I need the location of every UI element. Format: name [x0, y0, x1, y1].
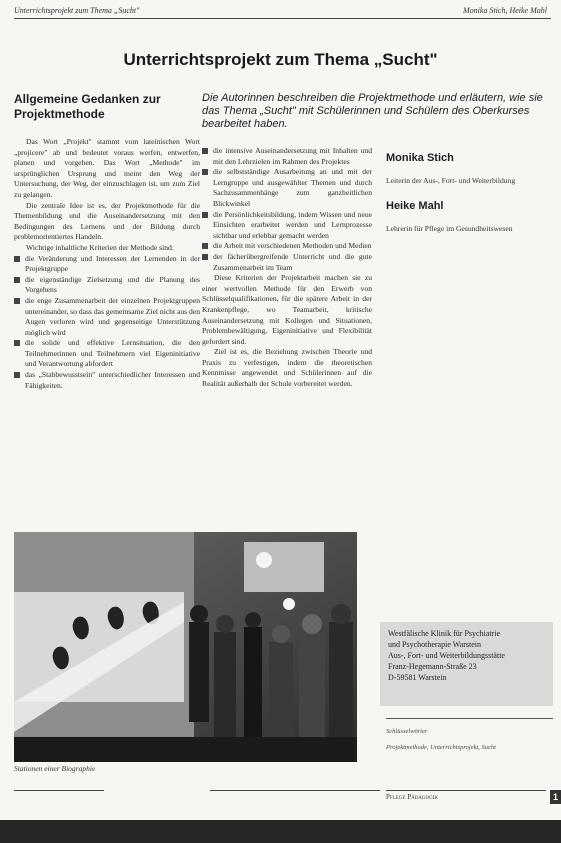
address-line: und Psychotherapie Warstein: [388, 640, 481, 649]
paragraph: Ziel ist es, die Beziehung zwischen Theorie und Praxis zu verfestigen, indem die theoretischen Kenntnisse angewendet und Schülerinnen auf die Realität außerhalb der Schule vorbereitet werden.: [202, 347, 372, 389]
address-line: Westfälische Klinik für Psychiatrie: [388, 629, 500, 638]
list-item: die enge Zusammenarbeit der einzelnen Projektgruppen untereinander, so dass das gemeinsame Ziel nicht aus den Augen verloren wird und gegenseitige Unterstützung möglich wird: [14, 296, 200, 338]
square-bullet-icon: [202, 148, 208, 154]
list-item: die selbstständige Ausarbeitung an und mit der Lerngruppe und ausgewählter Themen und durch Sachzusammenhänge zum ganzheitlichen Blickwinkel: [202, 167, 372, 209]
list-item: die eigenständige Zielsetzung und die Planung des Vorgehens: [14, 275, 200, 296]
paragraph: Wichtige inhaltliche Kriterien der Methode sind:: [26, 242, 174, 252]
square-bullet-icon: [14, 256, 20, 262]
square-bullet-icon: [202, 212, 208, 218]
list-item: das „Stabbewusstsein" unterschiedlicher Interessen und Fähigkeiten.: [14, 370, 200, 391]
list-item: der fächerübergreifende Unterricht und die gute Zusammenarbeit im Team: [202, 252, 372, 273]
square-bullet-icon: [14, 277, 20, 283]
running-header-right: Monika Stich, Heike Mahl: [463, 6, 547, 15]
list-item: die Veränderung und Interessen der Lernenden in der Projektgruppe: [14, 254, 200, 275]
author-name-2: Heike Mahl: [386, 200, 444, 212]
paragraph: Diese Kriterien der Projektarbeit machen sie zu einer wertvollen Methode für den Erwerb von Schlüsselqualifikationen, für die spätere Arbeit in der Krankenpflege, wo Teamarbeit, kritische Auseinandersetzung mit Kollegen und Situationen, Problembewältigung, Eigeninitiative und Flexibilität gefordert sind.: [202, 273, 372, 346]
top-rule: [14, 18, 551, 19]
keywords-text: Projektmethode, Unterrichtsprojekt, Sucht: [386, 744, 496, 751]
photo-exhibition: [14, 532, 357, 762]
section-heading: Allgemeine Gedanken zur Projektmethode: [14, 92, 161, 121]
column-1: [14, 137, 200, 391]
square-bullet-icon: [202, 254, 208, 260]
square-bullet-icon: [202, 169, 208, 175]
criteria-list: [14, 254, 200, 392]
square-bullet-icon: [14, 298, 20, 304]
photo-caption: Stationen einer Biographie: [14, 764, 96, 773]
lead-text: Die Autorinnen beschreiben die Projektmethode und erläutern, wie sie das Thema „Sucht" mit Schülerinnen und Schülern des Oberkurses bearbeitet haben.: [202, 92, 543, 130]
author-role-2: Lehrerin für Pflege im Gesundheitswesen: [386, 224, 513, 233]
list-item: die Persönlichkeitsbildung, indem Wissen und neue Einsichten erarbeitet werden und Lernprozesse sichtbar und erlebbar gemacht werden: [202, 210, 372, 242]
paragraph: Die zentrale Idee ist es, der Projektmethode für die Themenbildung und die Auseinandersetzung mit den Bedingungen des Lernens und der Bildung durch problemorientiertes Handeln.: [14, 200, 200, 242]
square-bullet-icon: [202, 243, 208, 249]
bottom-rule-left: [14, 790, 104, 791]
keywords-label: Schlüsselwörter: [386, 728, 428, 735]
address-line: Franz-Hegemann-Straße 23: [388, 662, 477, 671]
footer-publisher: Pflege Pädagogik: [386, 793, 439, 801]
page-title: Unterrichtsprojekt zum Thema „Sucht": [123, 50, 438, 69]
list-item: die Arbeit mit verschiedenen Methoden und Medien: [202, 241, 372, 252]
divider: [386, 718, 553, 719]
list-item: die solide und effektive Lernsituation, die den Teilnehmerinnen und Teilnehmern viel Eigeninitiative und Verantwortung abfordert: [14, 338, 200, 370]
address-line: Aus-, Fort- und Weiterbildungsstätte: [388, 651, 505, 660]
list-item: die intensive Auseinandersetzung mit Inhalten und mit den Lehrzielen im Rahmen des Projektes: [202, 146, 372, 167]
bottom-band: [0, 820, 561, 843]
photo-image: [14, 532, 357, 762]
running-header-left: Unterrichtsprojekt zum Thema „Sucht": [14, 6, 140, 15]
square-bullet-icon: [14, 372, 20, 378]
criteria-list-continued: [202, 146, 372, 273]
bottom-rule-right: [386, 790, 546, 791]
address-line: D-59581 Warstein: [388, 673, 447, 682]
paragraph: Das Wort „Projekt" stammt vom lateinischen Wort „projicere" ab und bedeutet voraus werfen, entwerfen, planen und vorgehen. Das Wort „Methode" im ursprünglichen Ursprung und meint den Weg der Untersuchung, der Weg, der einzuschlagen ist, um zum Ziel zu gelangen.: [14, 137, 200, 199]
column-2: [202, 146, 372, 390]
author-role-1: Leiterin der Aus-, Fort- und Weiterbildung: [386, 176, 516, 185]
bottom-rule-middle: [210, 790, 380, 791]
author-name-1: Monika Stich: [386, 152, 454, 164]
square-bullet-icon: [14, 340, 20, 346]
address-box: [380, 622, 553, 706]
page-number: 1: [550, 790, 561, 804]
